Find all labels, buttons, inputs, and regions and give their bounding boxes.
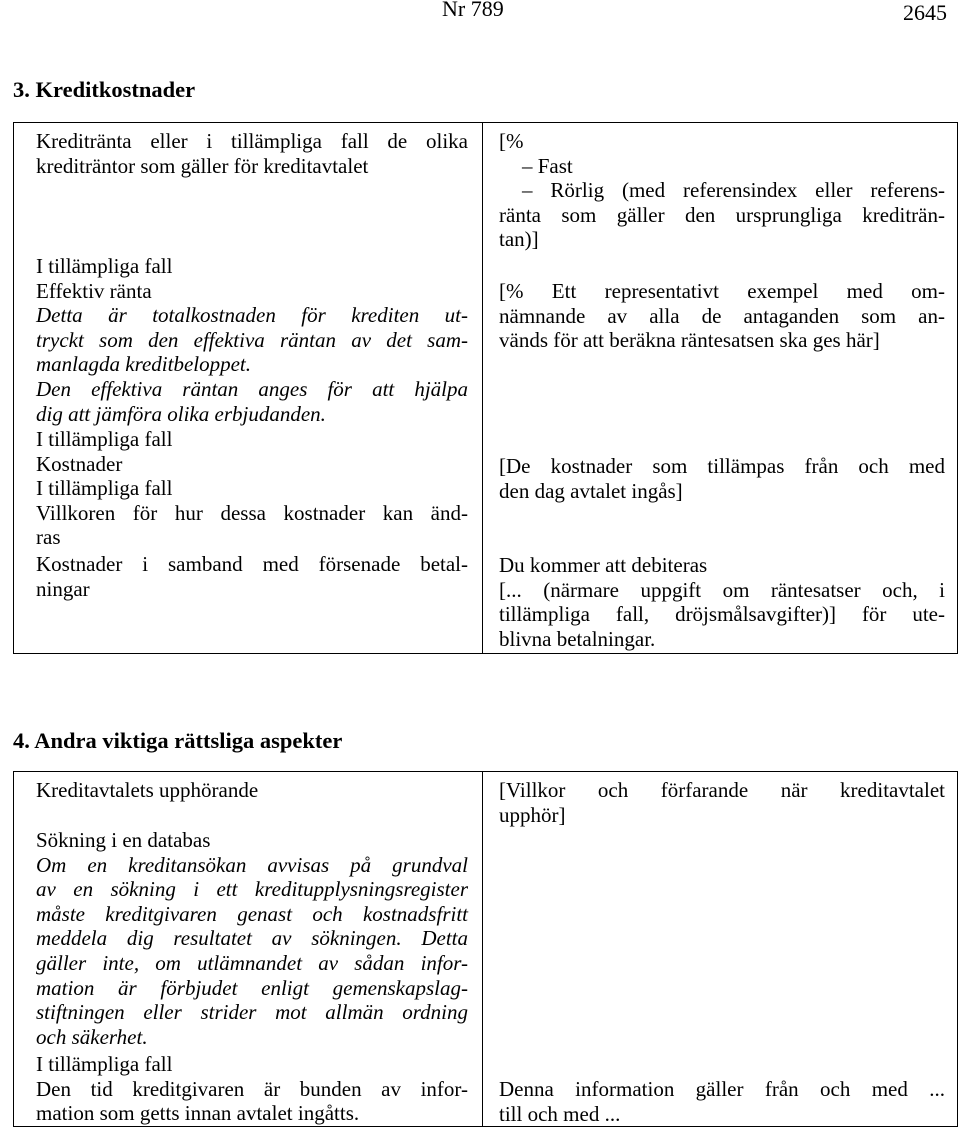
binding-period-block: I tillämpliga fall Den tid kreditgivaren är bunden av infor- mation som getts innan avtalet ingåtts. [36,1052,468,1126]
credit-costs-right-column [483,123,957,653]
late-payment-label: Kostnader i samband med försenade betal- ningar [36,552,468,601]
credit-costs-table [13,122,958,654]
apr-label: Effektiv ränta [36,278,152,303]
apr-applicability: I tillämpliga fall [36,254,173,278]
termination-label: Kreditavtalets upphörande [36,778,259,802]
database-search-label: Sökning i en databas [36,828,211,852]
apr-value: [% Ett representativt exempel med om- nämnande av alla de antaganden som an- vänds för att beräkna räntesatsen ska ges här] [499,279,945,353]
late-payment-value: Du kommer att debiteras [... (närmare uppgift om räntesatser och, i tillämpliga fall, dröjsmålsavgifter)] för ute- blivna betalningar. [499,553,945,651]
costs-value: [De kostnader som tillämpas från och med den dag avtalet ingås] [499,454,945,503]
termination-value: [Villkor och förfarande när kreditavtalet upphör] [499,778,945,827]
section-title-credit-costs: 3. Kreditkostnader [13,77,196,102]
interest-rate-value: [% – Fast – Rörlig (med referensindex eller referens- ränta som gäller den ursprungliga krediträn- tan)] [499,129,945,252]
credit-costs-left-column [14,123,483,653]
costs-label: Kostnader [36,451,123,476]
binding-period-applicability: I tillämpliga fall [36,1052,173,1076]
gazette-number: Nr 789 [442,0,504,21]
legal-aspects-right-column [483,772,957,1126]
section-title-legal-aspects: 4. Andra viktiga rättsliga aspekter [13,728,343,753]
legal-aspects-table [13,771,958,1127]
page-number: 2645 [903,0,947,25]
database-search-block: Sökning i en databas Om en kreditansökan avvisas på grundval av en sökning i ett kreditupplysningsregister måste kreditgivaren genast och kostnadsfritt meddela dig resultatet av sökningen. Detta gäller inte, om utlämnandet av sådan infor- mation är förbjudet enligt gemenskapslag- stiftningen eller strider mot allmän ordning och säkerhet. [36,828,468,1049]
conditions-applicability: I tillämpliga fall [36,476,173,501]
apr-block: I tillämpliga fall Effektiv ränta Detta är totalkostnaden för krediten ut- tryckt som den effektiva räntan av det sam- manlagda kreditbeloppet. Den effektiva räntan anges för att hjälpa dig att jämföra olika erbjudanden. [36,254,468,426]
costs-applicability: I tillämpliga fall [36,427,173,451]
binding-period-value: Denna information gäller från och med ... till och med ... [499,1077,945,1126]
interest-rate-label: Kreditränta eller i tillämpliga fall de olika krediträntor som gäller för kreditavtalet [36,129,468,178]
costs-block: I tillämpliga fall Kostnader I tillämpliga fall Villkoren för hur dessa kostnader kan änd- ras [36,427,468,550]
legal-aspects-left-column [14,772,483,1126]
